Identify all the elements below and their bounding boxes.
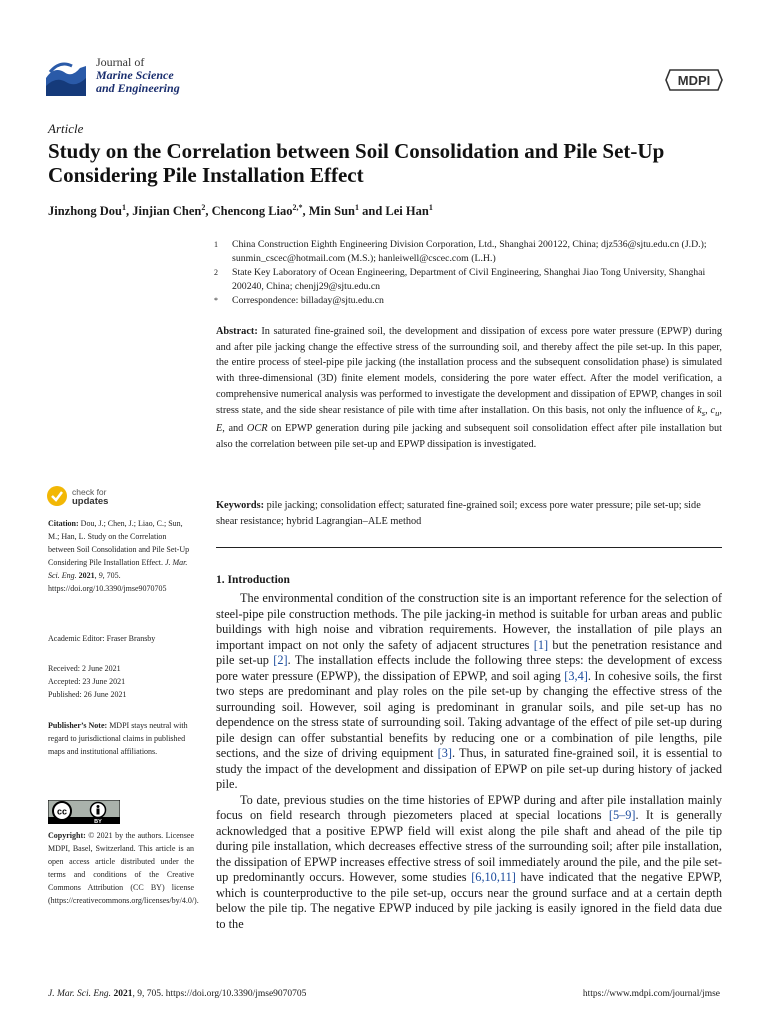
affiliation-mark: * — [214, 296, 218, 305]
reference-link[interactable]: [6,10,11] — [471, 870, 516, 884]
publisher-note — [48, 719, 194, 758]
correspondence-email[interactable]: Correspondence: billaday@sjtu.edu.cn — [232, 295, 384, 306]
author-name: Min Sun — [308, 204, 355, 219]
affiliation-text: State Key Laboratory of Ocean Engineering, Department of Civil Engineering, Shanghai Jiao Tong University, Shanghai 200240, China; chenjj29@sjtu.edu.cn — [232, 267, 706, 292]
author-name: Chencong Liao — [211, 204, 293, 219]
check-for-updates-button[interactable] — [46, 484, 186, 514]
paragraph — [216, 591, 722, 793]
citation-journal: J. Mar. Sci. Eng. — [48, 558, 188, 580]
author-name: Lei Han — [385, 204, 429, 219]
text-span: but the penetration resistance and pile set-up — [216, 637, 722, 667]
keywords — [216, 498, 722, 529]
reference-link[interactable]: [5–9] — [608, 808, 636, 822]
affiliation-mark: 2 — [214, 268, 218, 277]
citation-volume: 9 — [98, 571, 103, 580]
var-s-sub: s — [701, 407, 706, 418]
var-ocr: OCR — [246, 423, 268, 435]
citation-label: Citation: — [48, 519, 79, 528]
abstract-text-2: on EPWP generation during pile jacking and subsequent soil consolidation effect after pile installation but also the correlation between pile set-up and EPWP dissipation is investigated. — [216, 423, 722, 450]
affiliation-row — [214, 238, 724, 266]
check-updates-line2: updates — [72, 496, 109, 507]
copyright-label: Copyright: — [48, 831, 86, 840]
text-span: . Thus, in saturated fine-grained soil, it is essential to study the impact of the development and dissipation of EPWP on pile set-up during history of jacked pile. — [216, 746, 722, 791]
cc-by-license-icon[interactable] — [48, 800, 120, 824]
author-sup: 1 — [121, 203, 126, 212]
section-heading: 1. Introduction — [216, 574, 290, 586]
publisher-note-label: Publisher’s Note: — [48, 721, 108, 730]
author-name: Jinzhong Dou — [48, 204, 122, 219]
keywords-label: Keywords: — [216, 500, 265, 511]
text-span: . In cohesive soils, the first two steps are predominant and play roles on the pile set-up by changing the effective stress of the surrounding soil. However, soil aging is predominant in granular soils, and pile set-up has no dependence on the stress state of surrounding soil. Taking advantage of the effect of pile set-up during pile design can offer substantial benefits by reducing one or a combination of pile lengths, pile sections, and the size of driving equipment — [216, 668, 722, 760]
text-span: The environmental condition of the construction site is an important reference for the selection of steel-pipe pile construction methods. The pile jacking-in method is suitable for urban areas and public buildings with high noise and vibration requirements. However, the installation of pile plays an important impact on not only the safety of adjacent structures — [216, 591, 722, 652]
keywords-text: pile jacking; consolidation effect; saturated fine-grained soil; excess pore water pressure; pile set-up; side shear resistance; hybrid Lagrangian–ALE method — [216, 500, 701, 527]
footer-journal: J. Mar. Sci. Eng. — [48, 989, 112, 999]
text-span: have indicated that the negative EPWP, which is counterproductive to the pile set-up, occurs near the ground surface and at a certain depth below the pile tip. The negative EPWP induced by pile jacking is easily ignored in the field data due to the — [216, 870, 722, 931]
reference-link[interactable]: [1] — [533, 637, 549, 652]
var-e: E — [216, 423, 223, 435]
citation-doi[interactable]: , 705. https://doi.org/10.3390/jmse9070705 — [48, 571, 167, 593]
author-sup: 2,* — [292, 203, 303, 212]
abstract-label: Abstract: — [216, 326, 258, 337]
author-sup: 1 — [428, 203, 433, 212]
footer-year: 2021 — [113, 989, 133, 999]
var-ks — [697, 405, 705, 416]
abstract-text-1: In saturated fine-grained soil, the development and dissipation of excess pore water pressure (EPWP) during and after pile jacking change the effective stress of the surrounding soil, and thereby affect the pile set-up. In this paper, the entire process of steel-pipe pile jacking (the installation process and the subsequent consolidation phase) is simulated with three-dimensional (3D) finite element models, considering the pore water effect. After the model verification, a comprehensive numerical analysis was performed to investigate the development and dissipation of EPWP, changes in soil stress state, and the side shear resistance of pile with time after installation. On this basis, not only the influence of — [216, 326, 722, 416]
paragraph — [216, 793, 722, 933]
journal-line-2: Marine Science — [96, 68, 174, 82]
date-published: Published: 26 June 2021 — [48, 690, 127, 699]
text-span: . It is generally acknowledged that a positive EPWP field will exist along the pile shaft and ahead of the pile tip during pile installation, which decreases effective stress of the surrounding soil; after pile installation, the dissipation of EPWP increases effective stress of soil immediately around the pile, and the pile set-up predominantly occurs. However, some studies — [216, 808, 722, 884]
reference-link[interactable]: [3,4] — [564, 668, 588, 683]
mdpi-logo — [664, 66, 724, 94]
divider — [216, 547, 722, 548]
publisher-note-text: MDPI stays neutral with regard to jurisdictional claims in published maps and institutional affiliations. — [48, 721, 188, 756]
var-cu — [711, 405, 720, 416]
date-received: Received: 2 June 2021 — [48, 664, 121, 673]
citation-year: 2021 — [78, 571, 95, 580]
svg-text:BY: BY — [94, 819, 102, 824]
citation: Citation: Dou, J.; Chen, J.; Liao, C.; Sun, M.; Han, L. Study on the Correlation between Soil Consolidation and Pile Set-Up Considering Pile Installation Effect. J. Mar. Sci. Eng. 2021, 9, 705. https://doi.org/10.3390/jmse9070705 — [48, 519, 190, 593]
journal-name — [96, 56, 180, 95]
copyright — [48, 829, 199, 907]
var-c: c — [710, 404, 716, 416]
affiliation-text: China Construction Eighth Engineering Division Corporation, Ltd., Shanghai 200122, China; djz536@sjtu.edu.cn (J.D.); sunmin_cscec@hotmail.com (M.S.); hanleiwell@cscec.com (L.H.) — [232, 239, 707, 264]
academic-editor: Academic Editor: Fraser Bransby — [48, 634, 156, 643]
journal-line-1: Journal of — [96, 55, 145, 69]
author-name: Jinjian Chen — [132, 204, 202, 219]
author-list: Jinzhong Dou$^1$, Jinjian Chen$^2$, Chencong Liao$^{2,*}$, Min Sun$^1$ and Lei Han$^1$ — [48, 203, 433, 219]
footer-doi[interactable]: , 9, 705. https://doi.org/10.3390/jmse9070705 — [132, 989, 307, 999]
var-k: k — [697, 404, 702, 416]
copyright-text: © 2021 by the authors. Licensee MDPI, Basel, Switzerland. This article is an open access article distributed under the terms and conditions of the Creative Commons Attribution (CC BY) license (https://creativecommons.org/licenses/by/4.0/). — [48, 831, 199, 905]
text-span: . The installation effects include the following three steps: the development of excess pore water pressure (EPWP), the dissipation of EPWP, and soil aging — [216, 653, 722, 683]
author-sup: 2 — [201, 203, 206, 212]
var-u-sub: u — [715, 407, 720, 418]
citation-text: Dou, J.; Chen, J.; Liao, C.; Sun, M.; Han, L. Study on the Correlation between Soil Consolidation and Pile Set-Up Considering Pile Installation Effect. — [48, 519, 190, 567]
article-title: Study on the Correlation between Soil Consolidation and Pile Set-Up Considering Pile Installation Effect — [48, 139, 665, 187]
affiliation-row — [214, 266, 724, 294]
check-updates-line1: check for — [72, 487, 107, 497]
introduction-body — [216, 591, 722, 932]
footer-citation — [48, 989, 306, 999]
check-updates-icon — [46, 484, 68, 508]
dates — [48, 662, 194, 701]
reference-link[interactable]: [3] — [437, 746, 452, 760]
mdpi-text: MDPI — [677, 73, 711, 88]
abstract: Abstract: In saturated fine-grained soil, the development and dissipation of excess pore water pressure (EPWP) during and after pile jacking change the effective stress of the surrounding soil, and thereby affect the pile set-up. In this paper, the entire process of steel-pipe pile jacking (the installation process and the subsequent consolidation phase) is simulated with three-dimensional (3D) finite element models, considering the pore water effect. After the model verification, a comprehensive numerical analysis was performed to investigate the development and dissipation of EPWP, changes in soil stress state, and the side shear resistance of pile with time after installation. On this basis, not only the influence of $k_s$, $c_u$, E, and OCR on EPWP generation during pile jacking and subsequent soil consolidation effect after pile installation but also the correlation between pile set-up and EPWP dissipation is investigated. — [216, 326, 722, 450]
article-type: Article — [48, 121, 84, 136]
journal-line-3: and Engineering — [96, 81, 180, 95]
author-sup: 1 — [355, 203, 359, 212]
affiliation-row — [214, 294, 724, 308]
reference-link[interactable]: [2] — [273, 653, 288, 667]
journal-logo — [46, 58, 86, 96]
date-accepted: Accepted: 23 June 2021 — [48, 677, 126, 686]
text-span: To date, previous studies on the time histories of EPWP during and after pile installation mainly focus on field research through piezometers placed at special locations — [216, 792, 722, 822]
svg-text:cc: cc — [56, 806, 68, 817]
affiliation-mark: 1 — [214, 240, 218, 249]
footer-journal-url[interactable]: https://www.mdpi.com/journal/jmse — [582, 989, 720, 999]
affiliations — [214, 238, 724, 308]
